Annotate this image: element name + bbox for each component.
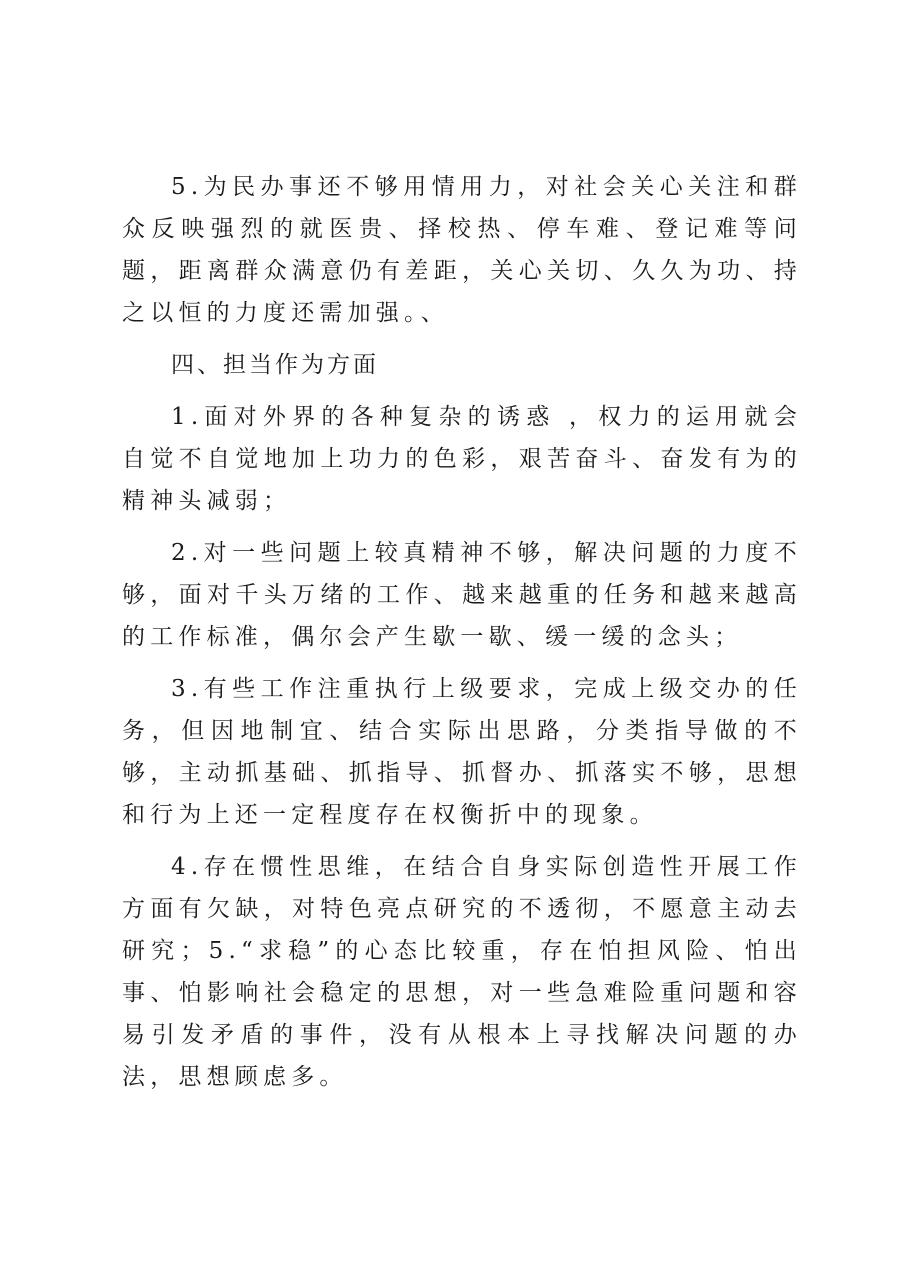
section-heading-responsibility: 四、担当作为方面 — [171, 352, 379, 378]
paragraph-item-1: 1.面对外界的各种复杂的诱惑 ，权力的运用就会自觉不自觉地加上功力的色彩，艰苦奋斗、奋发有为的精神头减弱； — [122, 404, 802, 514]
paragraph-item-3: 3.有些工作注重执行上级要求，完成上级交办的任务，但因地制宜、结合实际出思路，分类指导做的不够，主动抓基础、抓指导、抓督办、抓落实不够，思想和行为上还一定程度存在权衡折中的现象。 — [122, 676, 802, 828]
paragraph-service-to-people: 5.为民办事还不够用情用力，对社会关心关注和群众反映强烈的就医贵、择校热、停车难、登记难等问题，距离群众满意仍有差距，关心关切、久久为功、持之以恒的力度还需加强。、 — [122, 174, 802, 326]
document-body — [122, 166, 802, 1108]
paragraph-item-4: 4.存在惯性思维，在结合自身实际创造性开展工作方面有欠缺，对特色亮点研究的不透彻，不愿意主动去研究；5.“求稳”的心态比较重，存在怕担风险、怕出事、怕影响社会稳定的思想，对一些急难险重问题和容易引发矛盾的事件，没有从根本上寻找解决问题的办法，思想顾虑多。 — [122, 854, 802, 1090]
paragraph-item-2: 2.对一些问题上较真精神不够，解决问题的力度不够，面对千头万绪的工作、越来越重的任务和越来越高的工作标准，偶尔会产生歇一歇、缓一缓的念头； — [122, 540, 802, 650]
